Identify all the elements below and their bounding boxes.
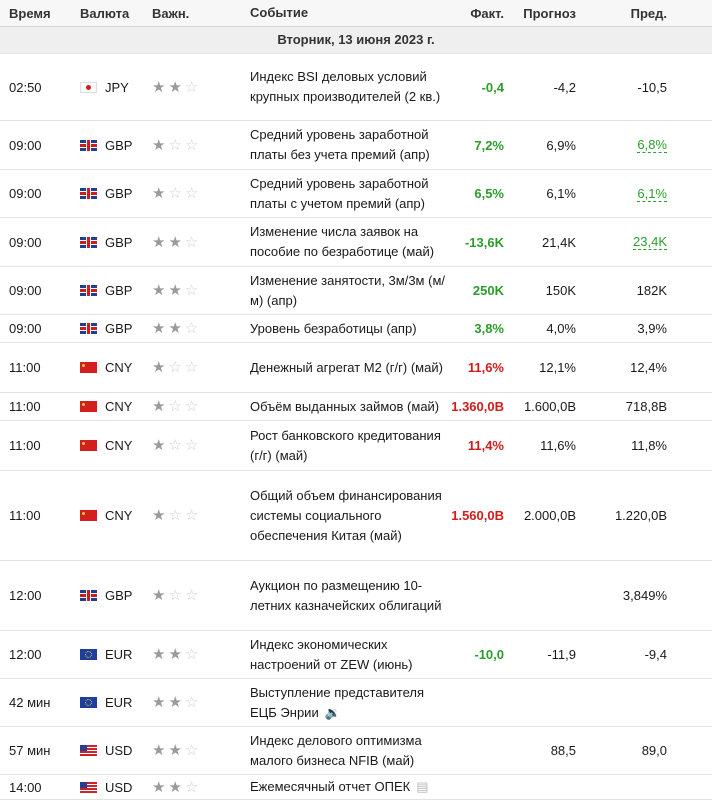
event-link[interactable]: Средний уровень заработной платы без учета премий (апр) bbox=[250, 127, 430, 162]
event-previous-cell bbox=[580, 170, 667, 217]
event-previous: -10,5 bbox=[637, 79, 667, 95]
event-actual: 6,5% bbox=[474, 186, 504, 201]
event-forecast: 1.600,0B bbox=[523, 399, 576, 414]
event-name-cell bbox=[250, 679, 445, 726]
speaker-icon[interactable]: 🔉 bbox=[324, 704, 341, 720]
event-time: 11:00 bbox=[9, 438, 41, 453]
event-time: 42 мин bbox=[9, 695, 51, 710]
event-name-cell bbox=[250, 421, 445, 470]
star-empty-icon: ☆ bbox=[184, 398, 199, 415]
table-row[interactable] bbox=[0, 393, 712, 421]
star-empty-icon: ☆ bbox=[168, 398, 182, 415]
event-name-cell bbox=[250, 561, 445, 630]
event-previous[interactable]: 6,8% bbox=[637, 137, 667, 152]
event-link[interactable]: Аукцион по размещению 10-летних казначейских облигаций bbox=[250, 577, 442, 613]
header-time[interactable]: Время bbox=[9, 5, 51, 21]
event-currency: JPY bbox=[105, 79, 129, 95]
importance-stars bbox=[152, 561, 222, 630]
star-empty-icon: ☆ bbox=[184, 742, 199, 759]
event-actual bbox=[430, 775, 504, 799]
importance-stars bbox=[152, 727, 222, 774]
event-previous-cell bbox=[580, 315, 667, 342]
event-currency: USD bbox=[105, 779, 133, 795]
event-forecast: 11,6% bbox=[540, 438, 576, 453]
importance-stars bbox=[152, 121, 222, 169]
event-previous-cell bbox=[580, 561, 667, 630]
event-time: 09:00 bbox=[9, 137, 42, 153]
gb-flag-icon bbox=[80, 285, 97, 296]
event-currency: CNY bbox=[105, 438, 133, 453]
event-currency: EUR bbox=[105, 647, 133, 662]
event-time: 09:00 bbox=[9, 283, 42, 298]
star-empty-icon: ☆ bbox=[184, 437, 199, 454]
event-actual: -13,6K bbox=[464, 234, 504, 250]
event-currency: CNY bbox=[105, 399, 133, 414]
event-time: 02:50 bbox=[9, 79, 42, 95]
table-row[interactable] bbox=[0, 343, 712, 393]
event-previous: 89,0 bbox=[641, 743, 667, 758]
event-actual bbox=[430, 561, 504, 630]
event-link[interactable]: Общий объем финансирования системы социального обеспечения Китая (май) bbox=[250, 487, 442, 543]
star-empty-icon: ☆ bbox=[184, 78, 199, 96]
star-filled-icon: ★ bbox=[168, 78, 182, 96]
jp-flag-icon bbox=[80, 82, 97, 93]
event-previous-cell bbox=[580, 218, 667, 266]
event-previous: 3,849% bbox=[622, 588, 667, 603]
star-filled-icon: ★ bbox=[152, 646, 166, 663]
star-filled-icon: ★ bbox=[152, 282, 166, 299]
star-filled-icon: ★ bbox=[152, 233, 166, 251]
event-link[interactable]: Уровень безработицы (апр) bbox=[250, 320, 417, 336]
event-forecast: 88,5 bbox=[550, 743, 576, 758]
eu-flag-icon bbox=[80, 649, 97, 660]
event-previous: 12,4% bbox=[630, 360, 667, 375]
event-time: 11:00 bbox=[9, 360, 41, 375]
star-filled-icon: ★ bbox=[168, 320, 182, 337]
event-previous-cell bbox=[580, 393, 667, 420]
event-previous-cell bbox=[580, 679, 667, 726]
cn-flag-icon bbox=[80, 401, 97, 412]
event-name-cell bbox=[250, 315, 445, 342]
gb-flag-icon bbox=[80, 323, 97, 334]
event-name-cell bbox=[250, 54, 445, 120]
star-filled-icon: ★ bbox=[152, 136, 166, 154]
event-previous-cell bbox=[580, 471, 667, 560]
event-currency: GBP bbox=[105, 186, 133, 201]
importance-stars bbox=[152, 267, 222, 314]
event-previous[interactable]: 6,1% bbox=[637, 185, 667, 201]
event-currency: EUR bbox=[105, 695, 133, 710]
event-previous: 182K bbox=[636, 283, 667, 298]
event-link[interactable]: Индекс экономических настроений от ZEW (июнь) bbox=[250, 636, 413, 672]
event-forecast: 150K bbox=[545, 283, 576, 298]
importance-stars bbox=[152, 775, 222, 799]
gb-flag-icon bbox=[80, 590, 97, 601]
gb-flag-icon bbox=[80, 237, 97, 248]
event-forecast: 6,1% bbox=[546, 186, 576, 201]
event-name-cell bbox=[250, 775, 445, 799]
event-currency: GBP bbox=[105, 137, 133, 153]
star-filled-icon: ★ bbox=[152, 778, 166, 796]
event-actual: 7,2% bbox=[474, 137, 504, 153]
event-time: 12:00 bbox=[9, 647, 42, 662]
event-time: 11:00 bbox=[9, 399, 41, 414]
cn-flag-icon bbox=[80, 362, 97, 373]
star-filled-icon: ★ bbox=[168, 694, 182, 711]
star-empty-icon: ☆ bbox=[184, 587, 199, 604]
event-actual: 11,4% bbox=[467, 438, 504, 453]
star-filled-icon: ★ bbox=[152, 320, 166, 337]
star-empty-icon: ☆ bbox=[184, 778, 199, 796]
importance-stars bbox=[152, 170, 222, 217]
importance-stars bbox=[152, 631, 222, 678]
header-forecast[interactable]: Прогноз bbox=[523, 5, 576, 21]
star-empty-icon: ☆ bbox=[168, 587, 182, 604]
event-previous[interactable]: 23,4K bbox=[633, 234, 667, 249]
importance-stars bbox=[152, 343, 222, 392]
event-actual: 1.560,0B bbox=[451, 508, 504, 523]
star-filled-icon: ★ bbox=[152, 507, 166, 524]
header-event[interactable]: Событие bbox=[250, 5, 309, 20]
event-name-cell bbox=[250, 267, 445, 314]
event-forecast: 12,1% bbox=[539, 360, 576, 375]
event-previous-cell bbox=[580, 121, 667, 169]
event-previous: -9,4 bbox=[644, 647, 667, 662]
event-previous-cell bbox=[580, 54, 667, 120]
star-empty-icon: ☆ bbox=[168, 437, 182, 454]
event-forecast: 6,9% bbox=[546, 137, 576, 153]
table-header bbox=[0, 0, 712, 27]
gb-flag-icon bbox=[80, 140, 97, 151]
table-row[interactable] bbox=[0, 775, 712, 800]
star-empty-icon: ☆ bbox=[168, 136, 182, 154]
event-name-cell bbox=[250, 218, 445, 266]
event-time: 14:00 bbox=[9, 779, 42, 795]
event-actual: 11,6% bbox=[467, 360, 504, 375]
eu-flag-icon bbox=[80, 697, 97, 708]
event-forecast: -4,2 bbox=[553, 79, 576, 95]
star-filled-icon: ★ bbox=[152, 437, 166, 454]
importance-stars bbox=[152, 393, 222, 420]
star-empty-icon: ☆ bbox=[184, 320, 199, 337]
event-name-cell bbox=[250, 121, 445, 169]
table-row[interactable] bbox=[0, 421, 712, 471]
event-currency: GBP bbox=[105, 234, 133, 250]
event-time: 09:00 bbox=[9, 186, 42, 201]
event-time: 11:00 bbox=[9, 508, 41, 523]
event-previous-cell bbox=[580, 631, 667, 678]
star-filled-icon: ★ bbox=[168, 778, 182, 796]
event-currency: USD bbox=[105, 743, 133, 758]
date-row: Вторник, 13 июня 2023 г. bbox=[0, 27, 712, 54]
table-row[interactable] bbox=[0, 218, 712, 267]
cn-flag-icon bbox=[80, 440, 97, 451]
event-link[interactable]: Ежемесячный отчет ОПЕК bbox=[250, 779, 411, 794]
star-empty-icon: ☆ bbox=[184, 282, 199, 299]
event-currency: GBP bbox=[105, 321, 133, 336]
event-time: 57 мин bbox=[9, 743, 51, 758]
star-filled-icon: ★ bbox=[168, 742, 182, 759]
event-forecast: -11,9 bbox=[547, 647, 576, 662]
event-forecast bbox=[505, 679, 576, 726]
table-row[interactable] bbox=[0, 631, 712, 679]
table-row[interactable] bbox=[0, 170, 712, 218]
table-row[interactable] bbox=[0, 471, 712, 561]
table-row[interactable] bbox=[0, 54, 712, 121]
event-previous: 1.220,0B bbox=[614, 508, 667, 523]
event-link[interactable]: Рост банковского кредитования (г/г) (май) bbox=[250, 427, 441, 463]
table-row[interactable] bbox=[0, 727, 712, 775]
star-empty-icon: ☆ bbox=[184, 646, 199, 663]
event-currency: CNY bbox=[105, 508, 133, 523]
event-previous-cell bbox=[580, 727, 667, 774]
event-time: 09:00 bbox=[9, 234, 42, 250]
header-actual[interactable]: Факт. bbox=[470, 5, 504, 21]
header-currency[interactable]: Валюта bbox=[80, 5, 130, 21]
event-actual: -10,0 bbox=[474, 647, 504, 662]
event-actual bbox=[430, 727, 504, 774]
event-forecast bbox=[505, 561, 576, 630]
table-row[interactable] bbox=[0, 561, 712, 631]
event-forecast: 2.000,0B bbox=[523, 508, 576, 523]
star-filled-icon: ★ bbox=[168, 233, 182, 251]
header-importance[interactable]: Важн. bbox=[152, 5, 190, 21]
star-empty-icon: ☆ bbox=[168, 185, 182, 202]
event-forecast: 4,0% bbox=[546, 321, 576, 336]
importance-stars bbox=[152, 421, 222, 470]
us-flag-icon bbox=[80, 745, 97, 756]
table-row[interactable] bbox=[0, 121, 712, 170]
event-previous-cell bbox=[580, 343, 667, 392]
event-name-cell bbox=[250, 471, 445, 560]
event-time: 09:00 bbox=[9, 321, 42, 336]
event-name-cell bbox=[250, 631, 445, 678]
event-name-cell bbox=[250, 343, 445, 392]
table-row[interactable] bbox=[0, 267, 712, 315]
star-empty-icon: ☆ bbox=[184, 694, 199, 711]
event-actual: -0,4 bbox=[481, 79, 504, 95]
event-previous: 718,8B bbox=[625, 399, 667, 414]
event-link[interactable]: Индекс BSI деловых условий крупных производителей (2 кв.) bbox=[250, 69, 441, 104]
importance-stars bbox=[152, 679, 222, 726]
document-icon[interactable]: ▤ bbox=[416, 779, 429, 794]
event-forecast bbox=[505, 775, 576, 799]
event-link[interactable]: Изменение занятости, 3м/3м (м/м) (апр) bbox=[250, 272, 445, 308]
gb-flag-icon bbox=[80, 188, 97, 199]
us-flag-icon bbox=[80, 782, 97, 793]
importance-stars bbox=[152, 315, 222, 342]
importance-stars bbox=[152, 471, 222, 560]
star-filled-icon: ★ bbox=[152, 742, 166, 759]
table-row[interactable] bbox=[0, 679, 712, 727]
star-filled-icon: ★ bbox=[152, 587, 166, 604]
star-empty-icon: ☆ bbox=[184, 507, 199, 524]
event-time: 12:00 bbox=[9, 588, 42, 603]
star-filled-icon: ★ bbox=[152, 359, 166, 376]
star-empty-icon: ☆ bbox=[184, 359, 199, 376]
event-name-cell bbox=[250, 727, 445, 774]
star-empty-icon: ☆ bbox=[168, 359, 182, 376]
importance-stars bbox=[152, 218, 222, 266]
event-actual: 250K bbox=[472, 283, 504, 298]
event-actual: 1.360,0B bbox=[451, 399, 504, 414]
cn-flag-icon bbox=[80, 510, 97, 521]
star-empty-icon: ☆ bbox=[184, 233, 199, 251]
header-previous[interactable]: Пред. bbox=[630, 5, 667, 21]
event-currency: GBP bbox=[105, 283, 133, 298]
star-empty-icon: ☆ bbox=[184, 185, 199, 202]
event-name-cell bbox=[250, 170, 445, 217]
star-filled-icon: ★ bbox=[168, 646, 182, 663]
event-actual: 3,8% bbox=[474, 321, 504, 336]
event-link[interactable]: Изменение числа заявок на пособие по безработице (май) bbox=[250, 224, 435, 259]
event-actual bbox=[430, 679, 504, 726]
importance-stars bbox=[152, 54, 222, 120]
event-link[interactable]: Индекс делового оптимизма малого бизнеса NFIB (май) bbox=[250, 732, 422, 768]
star-filled-icon: ★ bbox=[152, 694, 166, 711]
event-previous-cell bbox=[580, 775, 667, 799]
event-link[interactable]: Выступление представителя ЕЦБ Энрии bbox=[250, 684, 424, 720]
event-previous-cell bbox=[580, 267, 667, 314]
star-empty-icon: ☆ bbox=[168, 507, 182, 524]
table-row[interactable] bbox=[0, 315, 712, 343]
star-filled-icon: ★ bbox=[152, 185, 166, 202]
event-link[interactable]: Объём выданных займов (май) bbox=[250, 398, 440, 414]
event-currency: GBP bbox=[105, 588, 133, 603]
event-link[interactable]: Средний уровень заработной платы с учетом премий (апр) bbox=[250, 175, 429, 211]
event-name-cell bbox=[250, 393, 445, 420]
event-previous-cell bbox=[580, 421, 667, 470]
star-filled-icon: ★ bbox=[168, 282, 182, 299]
event-forecast: 21,4K bbox=[542, 234, 576, 250]
star-filled-icon: ★ bbox=[152, 78, 166, 96]
event-previous: 3,9% bbox=[637, 321, 667, 336]
star-empty-icon: ☆ bbox=[184, 136, 199, 154]
star-filled-icon: ★ bbox=[152, 398, 166, 415]
event-link[interactable]: Денежный агрегат М2 (г/г) (май) bbox=[250, 359, 443, 375]
event-currency: CNY bbox=[105, 360, 133, 375]
event-previous: 11,8% bbox=[631, 438, 667, 453]
